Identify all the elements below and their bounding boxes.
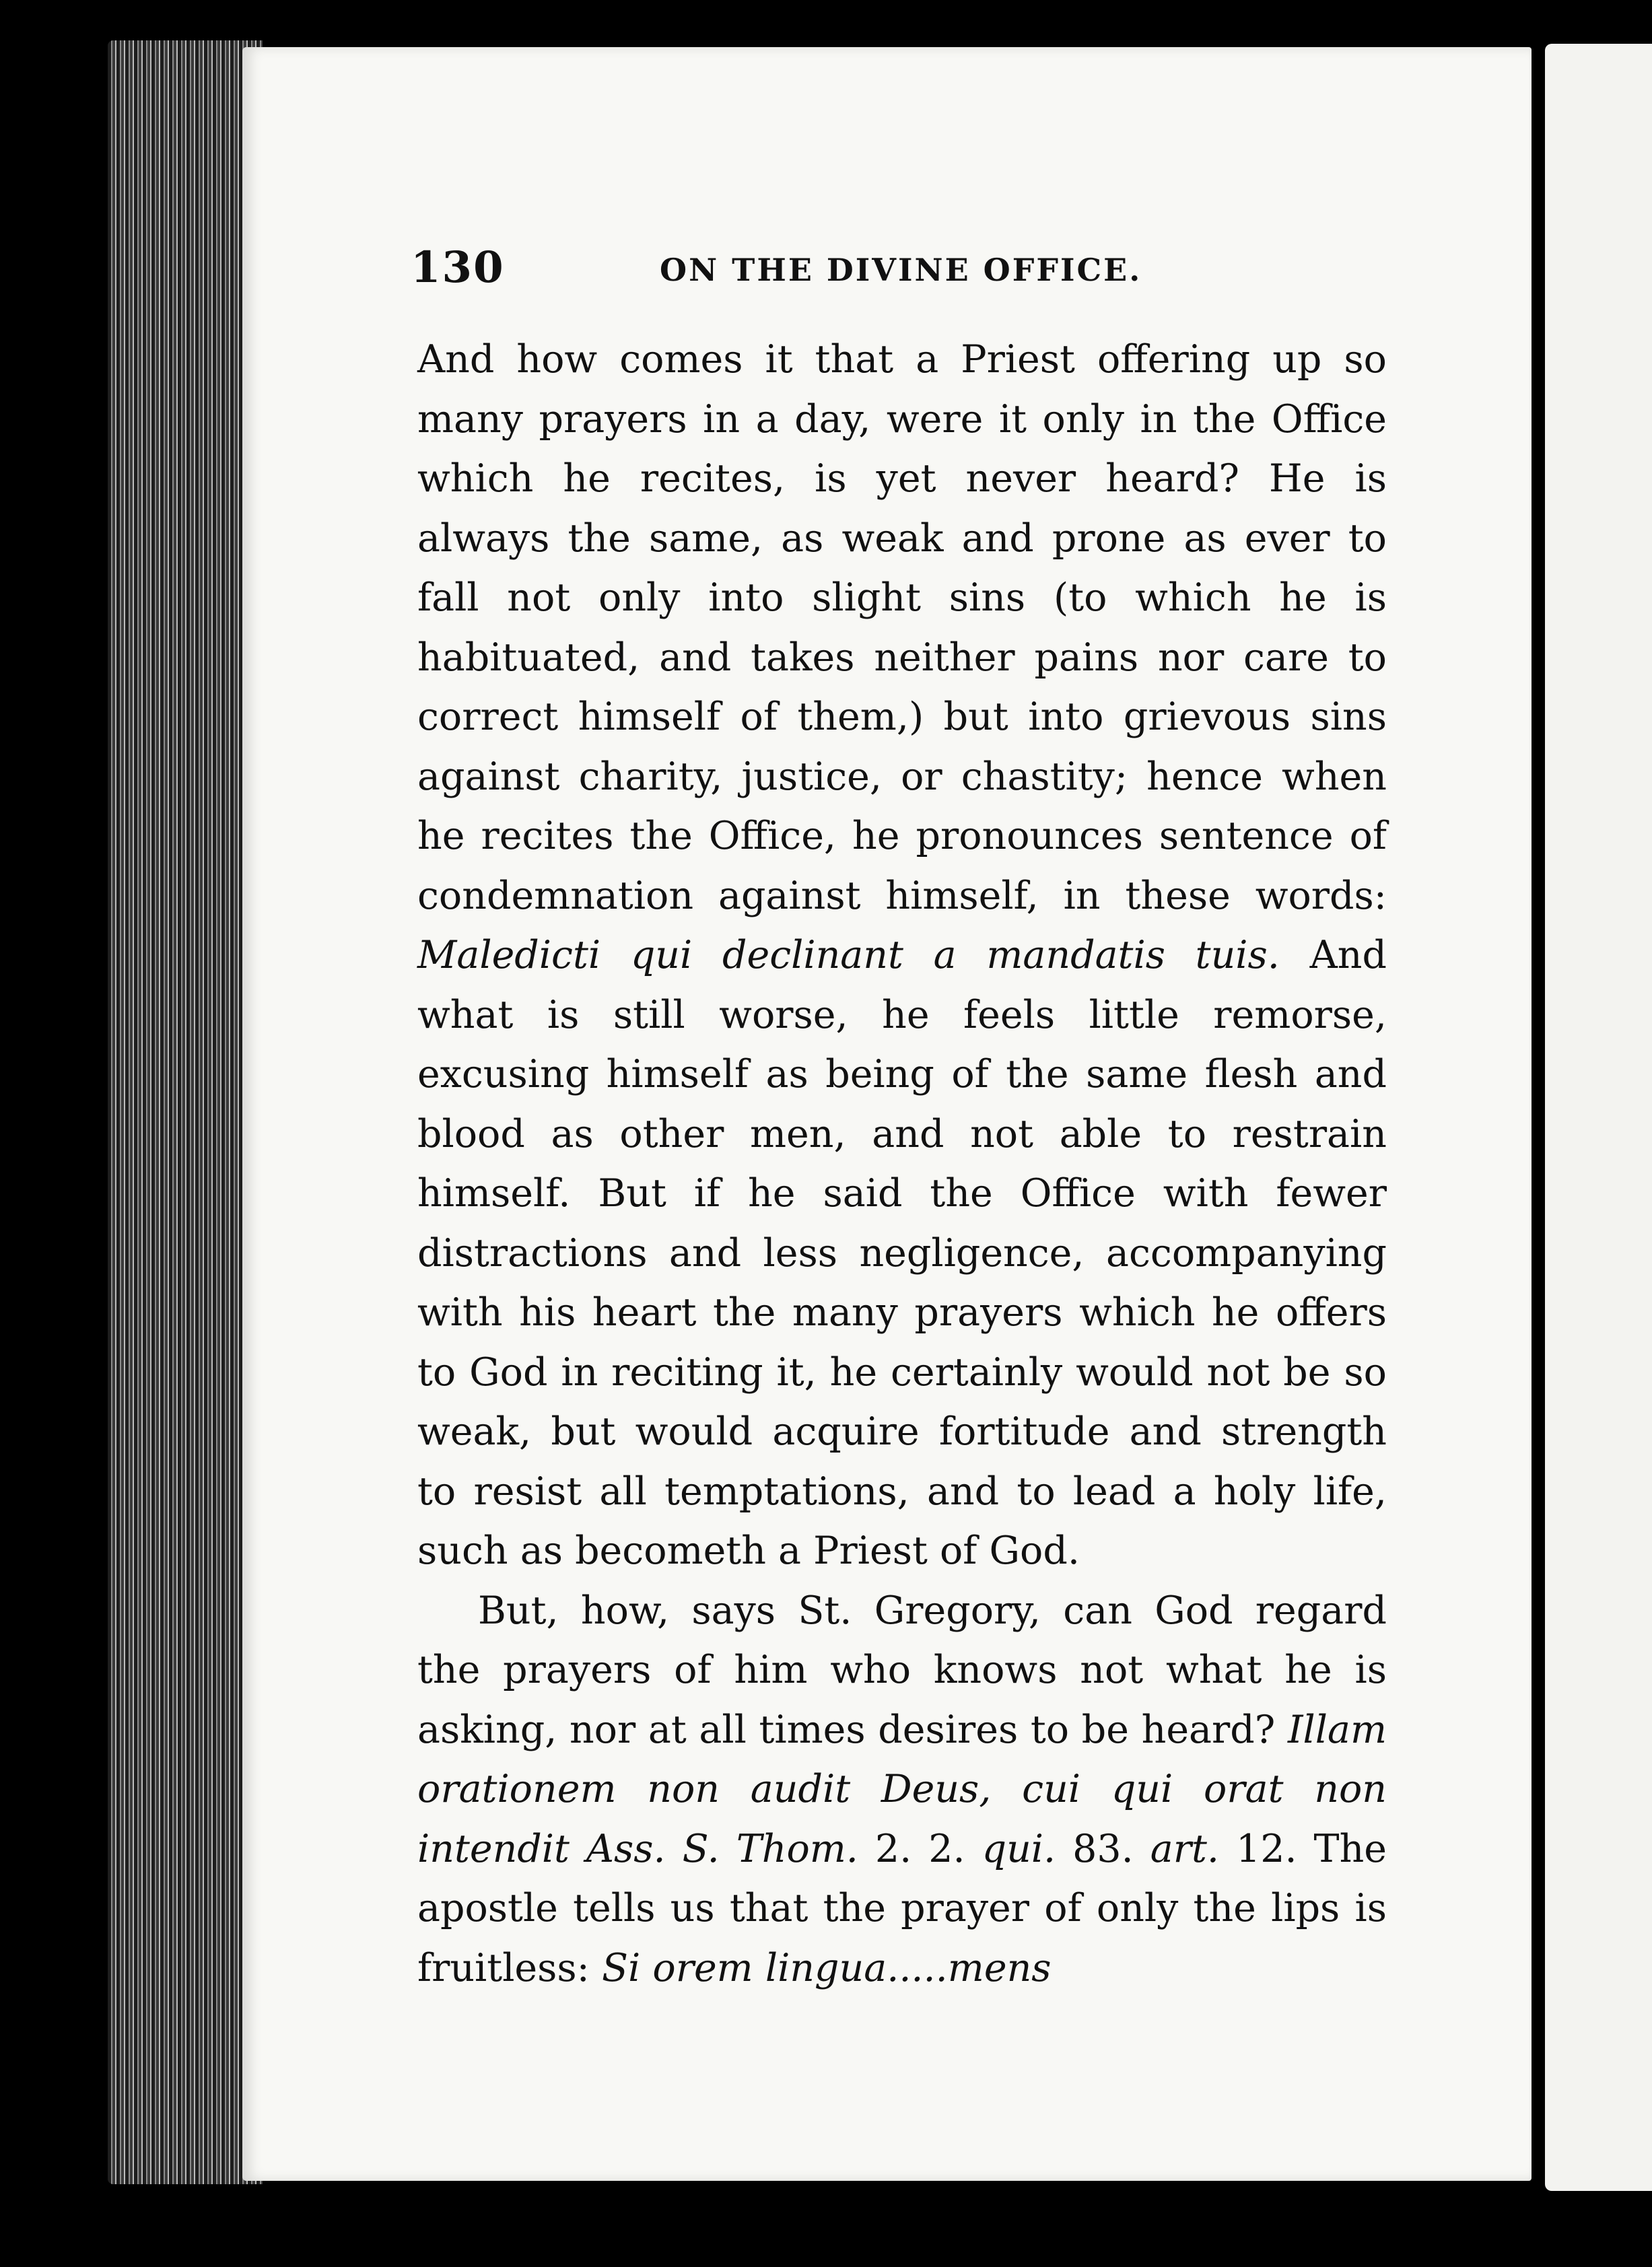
- citation-numbers: 2. 2.: [858, 1826, 982, 1871]
- paragraph-1-text-1: And how comes it that a Priest offering up so many prayers in a day, were it only in the Office which he recites, is yet never heard? He is always the same, as weak and prone as ever to fall not only into slight sins (to which he is habituated, and takes neither pains nor care to correct himself of them,) but into grievous sins against charity, justice, or chastity; hence when he recites the Office, he pronounces sentence of condemnation against himself, in these words:: [417, 337, 1387, 918]
- paragraph-2-text-1: But, how, says St. Gregory, can God regard the prayers of him who knows not what he is asking, nor at all times desires to be heard?: [417, 1588, 1387, 1752]
- facing-page-edge: [1545, 44, 1652, 2191]
- latin-quotation: Maledicti qui declinant a mandatis tuis.: [417, 933, 1280, 977]
- paragraph-2-text-4: 12. The apostle tells us that the prayer of only the lips is fruitless:: [417, 1826, 1387, 1990]
- paragraph-1-text-2: And what is still worse, he feels little remorse, excusing himself as being of the same flesh and blood as other men, and not able to restrain himself. But if he said the Office with fewer distractions and less negligence, accompanying with his heart the many prayers which he offers to God in reciting it, he certainly would not be so weak, but would acquire fortitude and strength to resist all temptations, and to lead a holy life, such as becometh a Priest of God.: [417, 933, 1387, 1573]
- running-title: ON THE DIVINE OFFICE.: [660, 252, 1142, 288]
- book-page-edges: [108, 40, 263, 2184]
- paragraph-2: [417, 1581, 1387, 1998]
- running-head: [411, 242, 1393, 303]
- citation-numbers: 83.: [1056, 1826, 1150, 1871]
- page-number: 130: [411, 242, 505, 293]
- body-text: [417, 330, 1387, 1998]
- latin-quotation: Illam orationem non audit Deus, cui qui orat non intendit Ass. S. Thom.: [417, 1707, 1387, 1871]
- citation-abbrev: art.: [1150, 1826, 1219, 1871]
- citation-abbrev: qui.: [982, 1826, 1056, 1871]
- latin-quotation: Si orem lingua.....mens: [601, 1945, 1052, 1990]
- paragraph-1: [417, 330, 1387, 1581]
